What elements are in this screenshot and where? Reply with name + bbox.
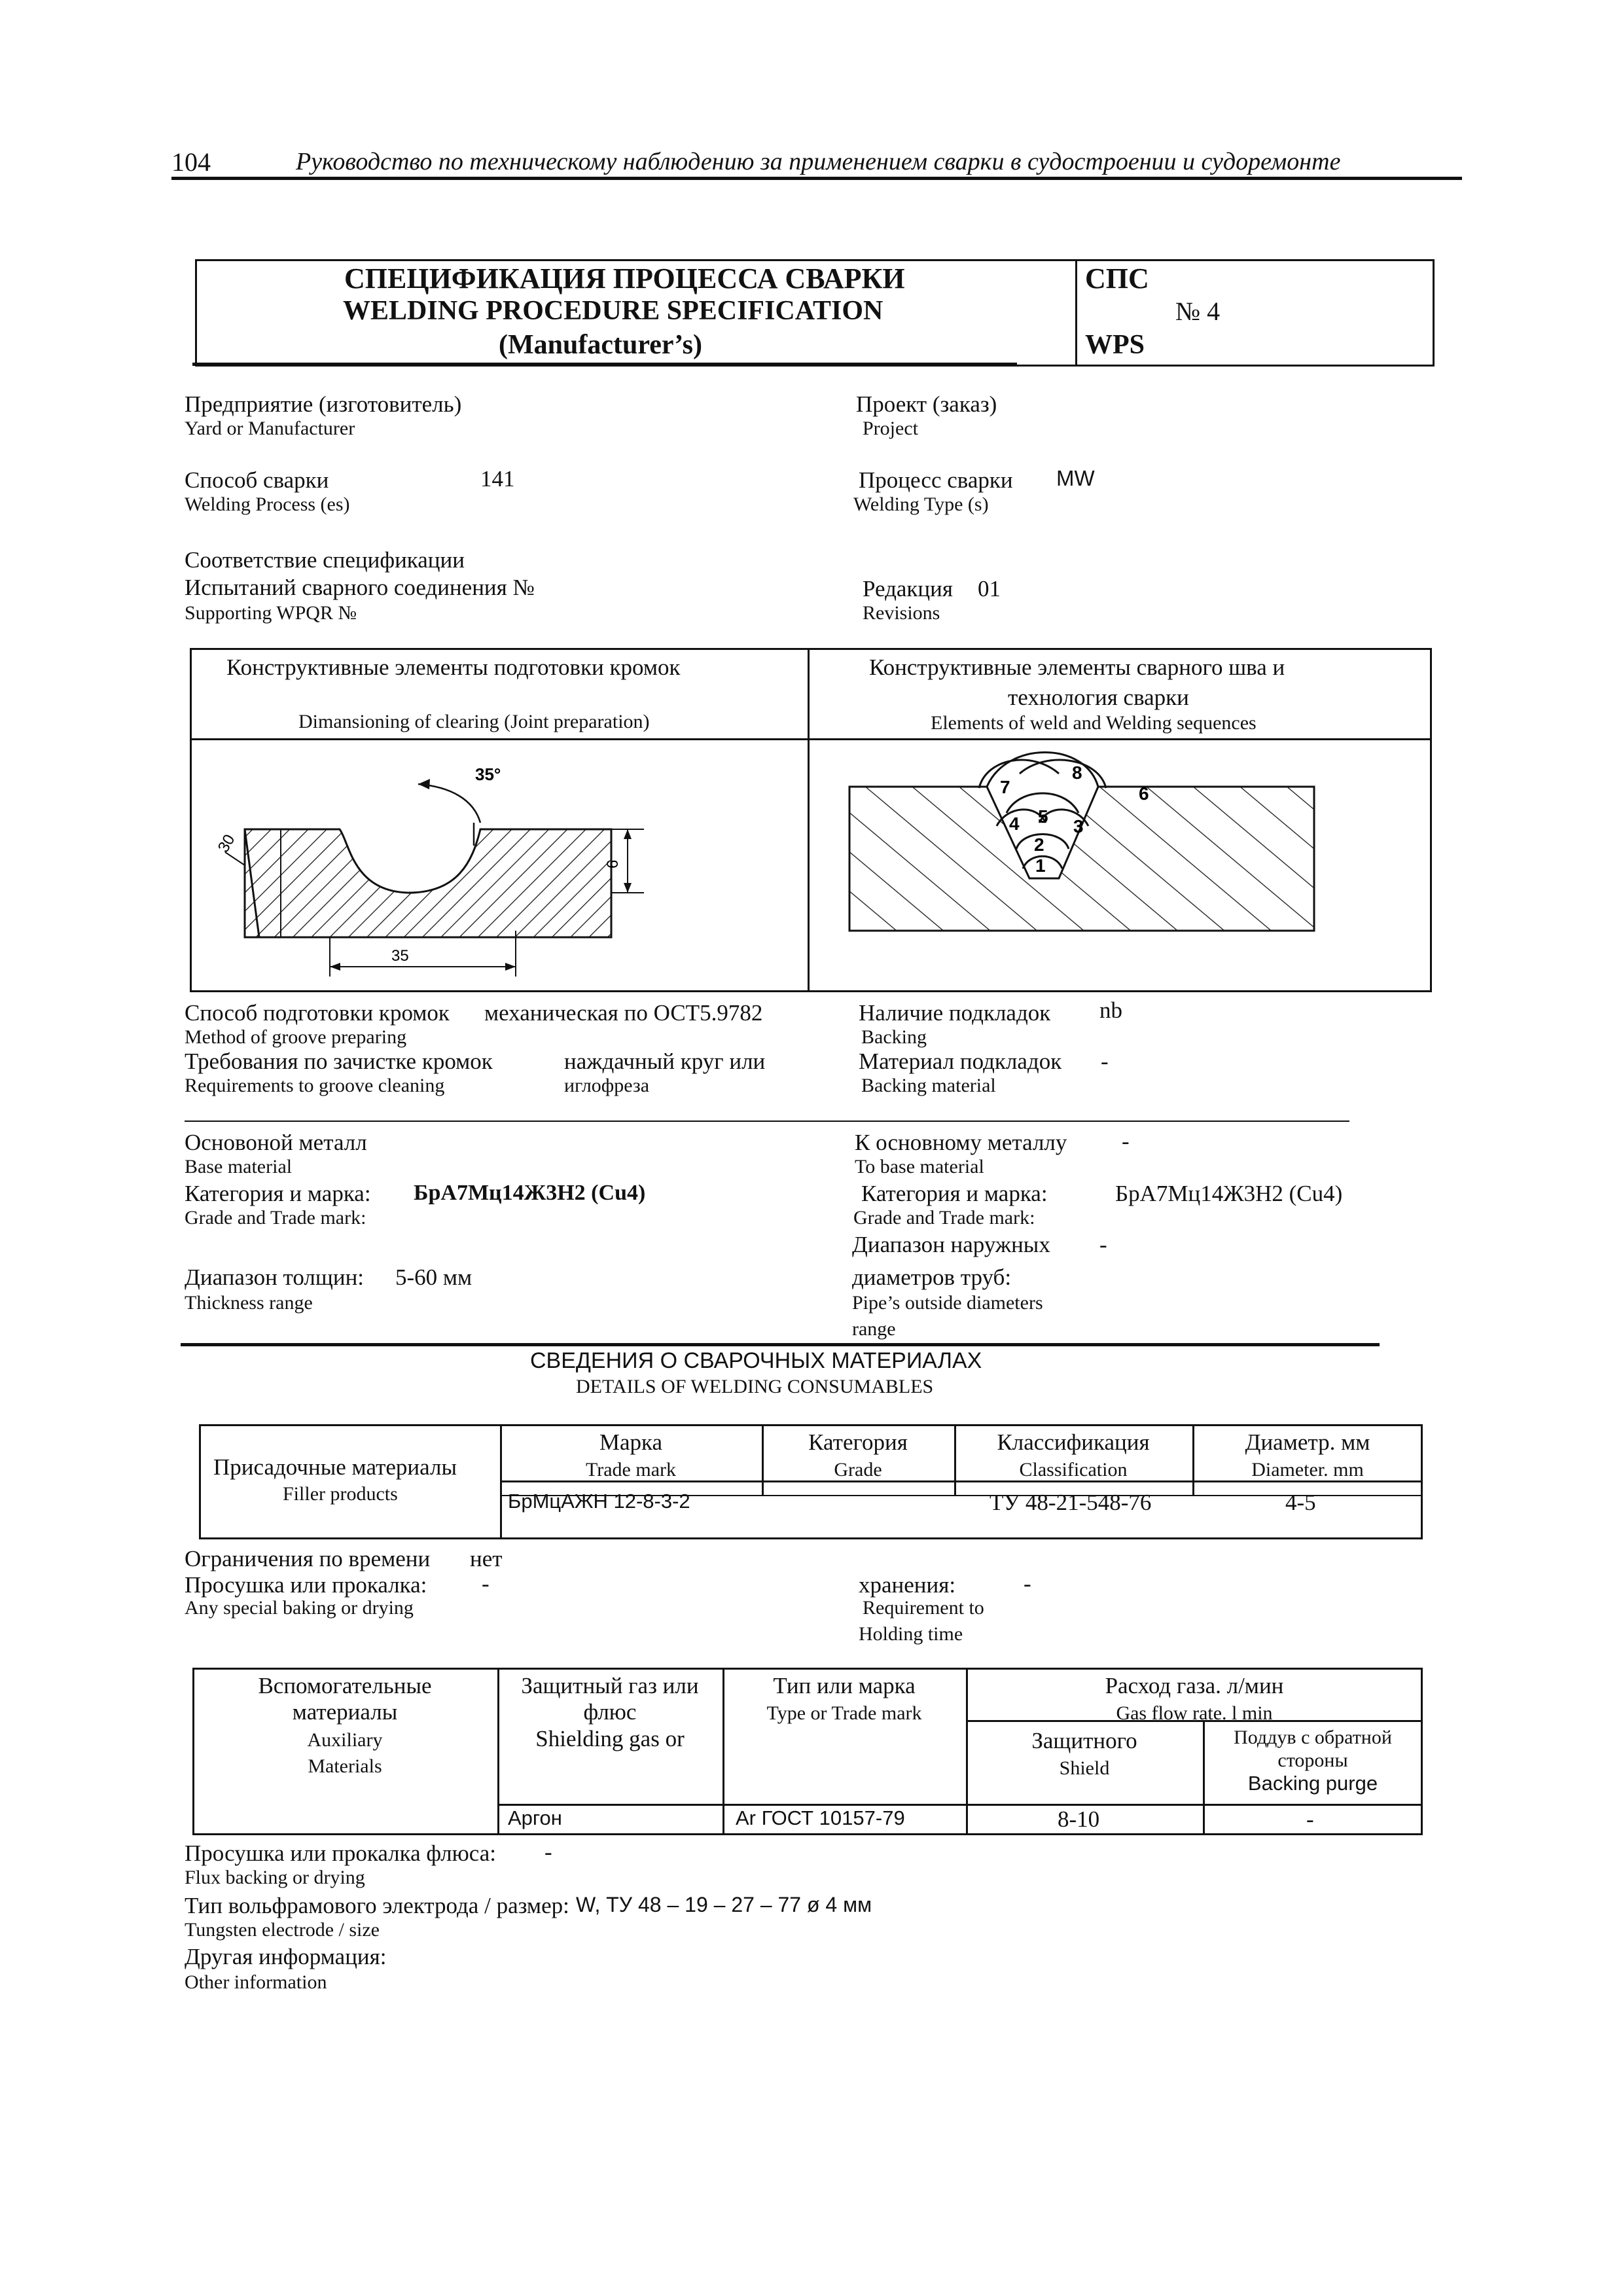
filler-classification-value: ТУ 48-21-548-76: [990, 1490, 1152, 1515]
process-label-en: Welding Process (es): [185, 493, 350, 515]
joint-table-header-rule: [190, 738, 1432, 740]
baking-label-en: Any special baking or drying: [185, 1597, 414, 1619]
aux-col-materials-en-1: Auxiliary: [307, 1729, 383, 1751]
pass-8: 8: [1072, 762, 1082, 783]
base-material-label: Основоной металл: [185, 1130, 367, 1155]
project-label-en: Project: [863, 418, 918, 439]
dim-angle: 35°: [475, 764, 501, 784]
title-sub: (Manufacturer’s): [499, 330, 703, 360]
joint-preparation-drawing: [192, 741, 806, 990]
tungsten-label: Тип вольфрамового электрода / размер:: [185, 1893, 569, 1918]
wpqr-label-1: Соответствие спецификации: [185, 547, 465, 573]
aux-col-shielding: Защитный газ или флюс Shielding gas or: [521, 1673, 699, 1751]
groove-method-value: механическая по ОСТ5.9782: [484, 1000, 763, 1026]
header-rule: [171, 177, 1462, 180]
flux-drying-label-en: Flux backing or drying: [185, 1867, 365, 1888]
groove-method-label: Способ подготовки кромок: [185, 1000, 450, 1026]
grade2-label: Категория и марка:: [861, 1181, 1048, 1206]
process-value: 141: [480, 466, 515, 492]
running-title: Руководство по техническому наблюдению за применением сварки в судостроении и судоремонте: [296, 148, 1341, 175]
wps-number: № 4: [1175, 296, 1221, 326]
pass-7: 7: [1000, 777, 1010, 797]
col-classification-en: Classification: [1019, 1459, 1128, 1481]
thickness-value: 5-60 мм: [395, 1265, 473, 1290]
title-underline: [192, 363, 1017, 366]
backing-label-en: Backing: [861, 1026, 927, 1048]
col-trade-mark: Марка Trade mark: [585, 1429, 677, 1481]
aux-col-type-en: Type or Trade mark: [766, 1702, 922, 1725]
holding-label-en-1: Requirement to: [863, 1597, 984, 1619]
code-ru: СПС: [1085, 262, 1149, 295]
to-base-value: -: [1122, 1128, 1130, 1154]
backing-label: Наличие подкладок: [859, 1000, 1051, 1026]
groove-cleaning-label: Требования по зачистке кромок: [185, 1049, 493, 1074]
yard-label-en: Yard or Manufacturer: [185, 418, 355, 439]
pass-5: 5: [1038, 806, 1048, 827]
type-label: Процесс сварки: [859, 467, 1013, 493]
groove-cleaning-label-en: Requirements to groove cleaning: [185, 1075, 445, 1096]
filler-trade-mark-value: БрМцАЖН 12-8-3-2: [508, 1490, 690, 1513]
backing-value: nb: [1099, 997, 1122, 1023]
project-label: Проект (заказ): [856, 391, 997, 417]
grade-value: БрА7Мц14Ж3Н2 (Cu4): [414, 1181, 646, 1205]
angle-arc: [418, 784, 480, 823]
baking-label: Просушка или прокалка:: [185, 1572, 427, 1598]
aux-col-shield: Защитного Shield: [1031, 1728, 1137, 1780]
grade2-value: БрА7Мц14Ж3Н2 (Cu4): [1115, 1181, 1343, 1206]
baking-value: -: [482, 1571, 490, 1596]
aux-col-materials: Вспомогательные материалы Auxiliary Materials: [258, 1673, 432, 1777]
revision-value: 01: [978, 576, 1001, 601]
aux-col-type: Тип или марка Type or Trade mark: [766, 1673, 922, 1725]
joint-table-divider: [808, 648, 810, 992]
consumables-title-en: DETAILS OF WELDING CONSUMABLES: [576, 1376, 934, 1397]
base-material-label-en: Base material: [185, 1156, 293, 1177]
dim-35: 35: [391, 947, 409, 965]
filler-label-en: Filler products: [283, 1483, 398, 1505]
title-en: WELDING PROCEDURE SPECIFICATION: [343, 296, 883, 326]
aux-col-shielding-en: Shielding gas or: [535, 1725, 685, 1751]
divider-base: [185, 1121, 1349, 1122]
joint-right-title-2: технология сварки: [1008, 685, 1189, 710]
pass-3: 3: [1073, 816, 1084, 836]
diameter-label-en-1: Pipe’s outside diameters: [852, 1292, 1043, 1314]
grade-label: Категория и марка:: [185, 1181, 371, 1206]
joint-right-title-1: Конструктивные элементы сварного шва и: [869, 655, 1285, 680]
to-base-label: К основному металлу: [855, 1130, 1067, 1155]
plate-section: [849, 787, 1314, 931]
pass-4: 4: [1009, 814, 1020, 834]
dim-6: 6: [604, 859, 622, 869]
holding-label: хранения:: [859, 1572, 956, 1598]
aux-gas-value: Аргон: [508, 1806, 562, 1829]
filler-diameter-value: 4-5: [1285, 1490, 1316, 1515]
aux-type-value: Ar ГОСТ 10157-79: [736, 1806, 905, 1829]
thickness-label-en: Thickness range: [185, 1292, 313, 1314]
thickness-label: Диапазон толщин:: [185, 1265, 365, 1290]
diameter-label-1: Диапазон наружных: [852, 1232, 1050, 1257]
holding-value: -: [1024, 1571, 1031, 1596]
backing-material-label-en: Backing material: [861, 1075, 996, 1096]
col-grade-en: Grade: [834, 1459, 882, 1481]
aux-col-materials-en-2: Materials: [308, 1755, 382, 1777]
flux-drying-label: Просушка или прокалка флюса:: [185, 1840, 497, 1866]
grade-label-en: Grade and Trade mark:: [185, 1207, 366, 1229]
aux-col-flow-en: Gas flow rate. l min: [1116, 1702, 1273, 1725]
pass-1: 1: [1035, 855, 1046, 876]
type-label-en: Welding Type (s): [853, 493, 989, 515]
aux-col-backing-2: стороны: [1277, 1749, 1348, 1771]
wpqr-label-2: Испытаний сварного соединения №: [185, 575, 535, 600]
process-label: Способ сварки: [185, 467, 329, 493]
consumables-title: СВЕДЕНИЯ О СВАРОЧНЫХ МАТЕРИАЛАХ: [530, 1348, 982, 1373]
revision-label-en: Revisions: [863, 602, 940, 624]
groove-cleaning-value: наждачный круг или: [564, 1049, 766, 1074]
diameter-value: -: [1099, 1232, 1107, 1257]
backing-material-label: Материал подкладок: [859, 1049, 1062, 1074]
backing-material-value: -: [1101, 1049, 1109, 1074]
aux-backing-value: -: [1306, 1806, 1314, 1832]
col-diameter-en: Diameter. mm: [1251, 1459, 1364, 1481]
title-ru: СПЕЦИФИКАЦИЯ ПРОЦЕССА СВАРКИ: [344, 262, 905, 295]
pass-2: 2: [1034, 834, 1044, 855]
wpqr-label-en: Supporting WPQR №: [185, 602, 357, 624]
tungsten-label-en: Tungsten electrode / size: [185, 1919, 380, 1941]
code-en: WPS: [1085, 330, 1145, 360]
aux-col-shielding-2: флюс: [583, 1699, 637, 1725]
divider-consumables: [181, 1343, 1380, 1346]
groove-cleaning-value-2: иглофреза: [564, 1075, 650, 1096]
aux-shield-value: 8-10: [1058, 1806, 1100, 1832]
col-trade-mark-en: Trade mark: [585, 1459, 677, 1481]
col-classification: Классификация Classification: [997, 1429, 1150, 1481]
pass-6: 6: [1139, 783, 1149, 804]
aux-col-shield-en: Shield: [1059, 1757, 1110, 1780]
time-limit-label: Ограничения по времени: [185, 1546, 431, 1571]
aux-col-backing: Поддув с обратной стороны Backing purge: [1234, 1727, 1392, 1795]
yard-label: Предприятие (изготовитель): [185, 391, 462, 417]
joint-left-title: Конструктивные элементы подготовки кромок: [226, 655, 681, 680]
diameter-label-2: диаметров труб:: [852, 1265, 1012, 1290]
page-number: 104: [171, 147, 211, 177]
aux-row-rule: [497, 1804, 1423, 1806]
aux-col-flow: Расход газа. л/мин Gas flow rate. l min: [1105, 1673, 1284, 1725]
filler-label: Присадочные материалы: [213, 1454, 457, 1480]
grade2-label-en: Grade and Trade mark:: [853, 1207, 1035, 1229]
col-grade: Категория Grade: [808, 1429, 908, 1481]
time-limit-value: нет: [470, 1546, 503, 1571]
other-info-label-en: Other information: [185, 1971, 327, 1993]
aux-col-materials-2: материалы: [292, 1699, 398, 1725]
flux-drying-value: -: [544, 1839, 552, 1865]
type-value: MW: [1056, 466, 1095, 490]
diameter-label-en-2: range: [852, 1318, 896, 1340]
other-info-label: Другая информация:: [185, 1944, 387, 1969]
tungsten-value: W, ТУ 48 – 19 – 27 – 77 ø 4 мм: [576, 1893, 872, 1916]
col-diameter: Диаметр. мм Diameter. mm: [1245, 1429, 1370, 1481]
title-divider: [1075, 259, 1077, 367]
dim-30: 30: [214, 831, 239, 855]
holding-label-en-2: Holding time: [859, 1623, 963, 1645]
weld-sequence-drawing: [810, 741, 1431, 990]
groove-method-label-en: Method of groove preparing: [185, 1026, 407, 1048]
to-base-label-en: To base material: [855, 1156, 984, 1177]
revision-label: Редакция: [863, 576, 953, 601]
plate-section: [245, 829, 611, 937]
joint-left-title-en: Dimansioning of clearing (Joint preparation): [298, 711, 650, 732]
joint-right-title-en: Elements of weld and Welding sequences: [931, 712, 1257, 734]
aux-col-backing-en: Backing purge: [1247, 1772, 1378, 1795]
